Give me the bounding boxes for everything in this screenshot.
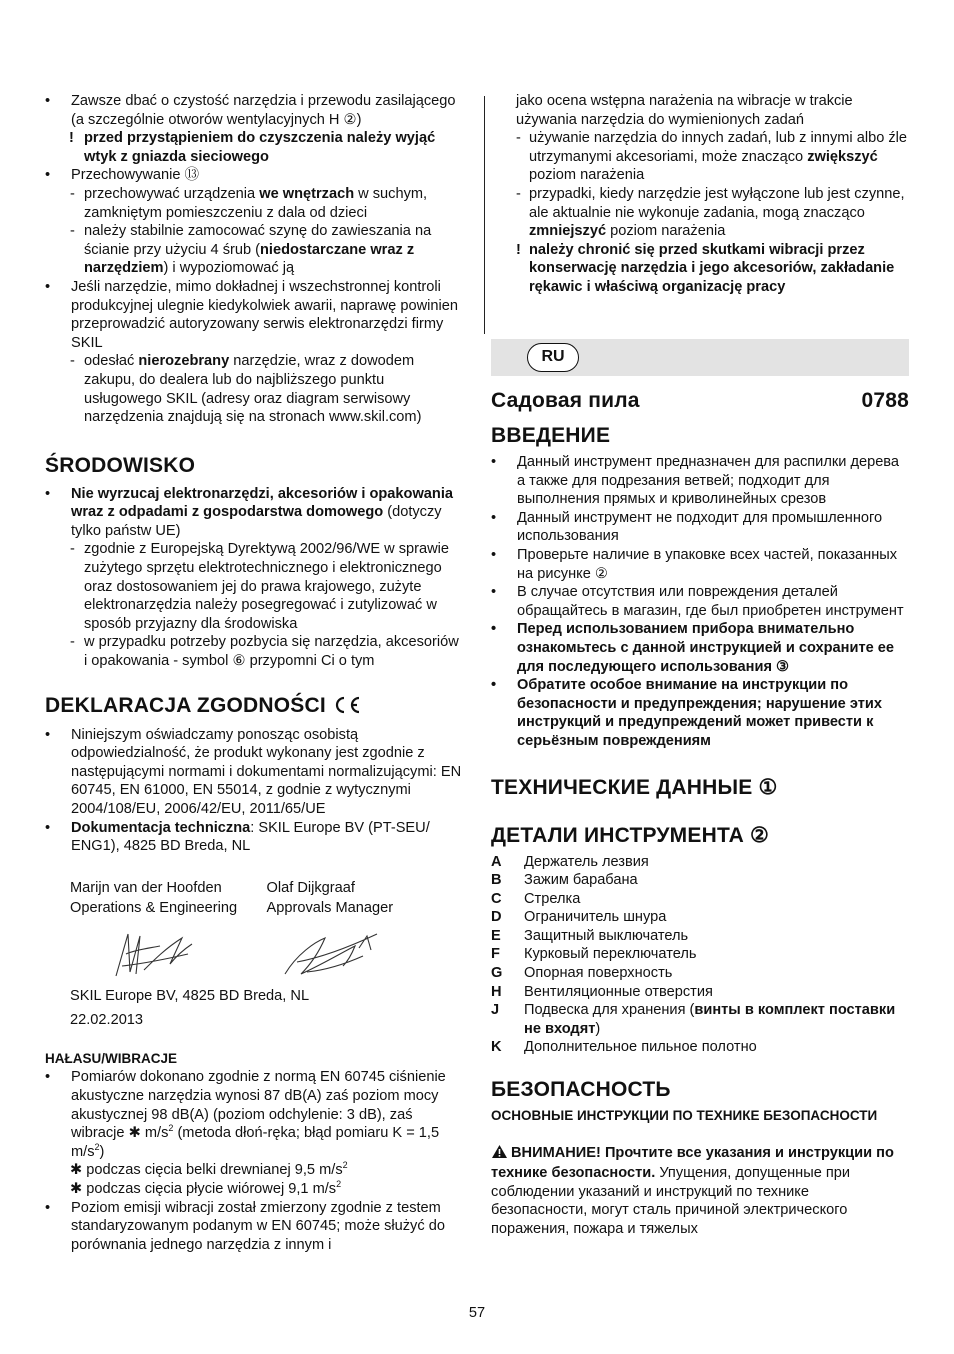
note-item: ! należy chronić się przed skutkami wibracji przez konserwację narzędzia i jego akcesoriów, zakładanie rękawic i właściwą organizację pracy — [516, 241, 895, 295]
noise-heading: HAŁASU/WIBRACJE — [45, 1050, 178, 1066]
ce-mark-icon — [332, 695, 362, 721]
signatures — [45, 924, 463, 984]
right-column-continuation: jako ocena wstępna narażenia na wibracje w trakcie używania narzędzia do wymienionych zadań - używanie narzędzia do innych zadań, lub z innymi albo źle utrzymanymi akcesoriami, może znacząco zwiększyć poziom narażenia - przypadki, kiedy narzędzie jest wyłączone lub jest czynne, ale aktualnie nie wykonuje zadania, mogą znacząco zmniejszyć poziom narażenia ! należy chronić się przed skutkami wibracji przez konserwację narzędzia i jego akcesoriów, zakładanie rękawic i właściwą organizację pracy — [491, 92, 909, 297]
list-item: • Jeśli narzędzie, mimo dokładnej i wszechstronnej kontroli produkcyjnej ulegnie kiedykolwiek awarii, naprawę powinien przeprowadzić autoryzowany serwis elektronarzędzi firmy SKIL — [45, 278, 458, 351]
note-item: ! przed przystąpieniem do czyszczenia należy wyjąć wtyk z gniazda sieciowego — [69, 130, 436, 165]
parts-list — [491, 853, 909, 1058]
signatory-1: Marijn van der Hoofden Operations & Engineering — [70, 879, 238, 916]
list-item: • В случае отсутствия или повреждения деталей обращайтесь в магазин, где был приобретен инструмент — [491, 584, 904, 619]
noise-value-1: ✱ podczas cięcia belki drewnianej 9,5 $m/s^2$ — [70, 1160, 348, 1179]
list-item: • Перед использованием прибора внимательно ознакомьтесь с данной инструкцией и сохраните ее для последующего использования ③ — [491, 621, 895, 675]
part-item: D Ограничитель шнура — [491, 909, 667, 926]
sub-item: - przypadki, kiedy narzędzie jest wyłączone lub jest czynne, ale aktualnie nie wykonuje zadania, mogą znacząco zmniejszyć poziom narażenia — [516, 185, 905, 240]
list-item: • Pomiarów dokonano zgodnie z normą EN 60745 ciśnienie akustyczne narzędzia wynosi 87 dB(A) zaś poziom mocy akustycznej 98 dB(A) (poziom odchylenie: 3 dB), zaś wibracje ✱ $m/s^2$ (metoda dłoń-ręka; błąd pomiaru K = 1,5 $m/s^2$) — [45, 1069, 446, 1160]
safety-warning: ВНИМАНИЕ! Прочтите все указания и инструкции по технике безопасности. Упущения, допущенные при соблюдении указаний и инструкций по технике безопасности, могут сталь причиной электрического поражения, пожара и тяжелых — [491, 1144, 894, 1237]
sub-item: - w przypadku potrzeby pozbycia się narzędzia, akcesoriów i opakowania - symbol ⑥ przypomni Ci o tym — [70, 634, 459, 670]
part-item: G Опорная поверхность — [491, 965, 673, 982]
list-item: • Zawsze dbać o czystość narzędzia i przewodu zasilającego (a szczególnie otworów wentylacyjnych H ②) — [45, 93, 456, 128]
intro-heading: ВВЕДЕНИЕ — [491, 424, 611, 447]
date: 22.02.2013 — [70, 1011, 144, 1028]
signatory-2: Olaf Dijkgraaf Approvals Manager — [266, 879, 394, 916]
warning-triangle-icon — [491, 1144, 508, 1165]
right-column — [491, 423, 909, 1239]
noise-value-2: ✱ podczas cięcia płycie wiórowej 9,1 $m/s^2$ — [70, 1179, 342, 1197]
language-band — [491, 339, 909, 376]
sub-item: - odesłać nierozebrany narzędzie, wraz z dowodem zakupu, do dealera lub do najbliższego punktu usługowego SKIL (adresy oraz diagram serwisowy narzędzenia znajdują się na stronach www.skil.com) — [70, 353, 422, 426]
list-item: • Проверьте наличие в упаковке всех частей, показанных на рисунке ② — [491, 546, 898, 582]
safety-subheading: ОСНОВНЫЕ ИНСТРУКЦИИ ПО ТЕХНИКЕ БЕЗОПАСНОСТИ — [491, 1108, 878, 1124]
company-address: SKIL Europe BV, 4825 BD Breda, NL — [70, 987, 310, 1004]
list-item: • Niniejszym oświadczamy ponosząc osobistą odpowiedzialność, że produkt wykonany jest zgodnie z następującymi normami i dokumentami normalizującymi: EN 60745, EN 61000, EN 55014, z godnie z wytycznymi 2004/108/EU, 2006/42/EU, 2011/65/UE — [45, 726, 462, 817]
list-item: • Przechowywanie ⑬ — [45, 167, 200, 184]
list-item: • Dokumentacja techniczna: SKIL Europe BV (PT-SEU/ ENG1), 4825 BD Breda, NL — [45, 819, 430, 855]
list-item: • Данный инструмент не подходит для промышленного использования — [491, 509, 883, 545]
sub-item: - należy stabilnie zamocować szynę do zawieszania na ścianie przy użyciu 4 śrub (niedostarczane wraz z narzędziem) i wypoziomować ją — [70, 223, 432, 277]
page-number: 57 — [468, 1305, 486, 1321]
part-item: C Стрелка — [491, 890, 581, 907]
sub-item: - zgodnie z Europejską Dyrektywą 2002/96/WE w sprawie zużytego sprzętu elektrotechnicznego i elektronicznego oraz dostosowaniem jej do prawa krajowego, zużyte elektronarzędzia należy posegregować i zutylizować w sposób przyjazny dla środowiska — [70, 541, 450, 632]
signature-1 — [70, 924, 267, 984]
list-item: • Nie wyrzucaj elektronarzędzi, akcesoriów i opakowania wraz z odpadami z gospodarstwa domowego (dotyczy tylko państw UE) — [45, 485, 454, 539]
part-item: J Подвеска для хранения (винты в комплект поставки не входят) — [491, 1002, 896, 1037]
sub-item: - przechowywać urządzenia we wnętrzach w suchym, zamkniętym pomieszczeniu z dala od dzieci — [70, 185, 428, 221]
tech-data-heading: ТЕХНИЧЕСКИЕ ДАННЫЕ ① — [491, 775, 778, 799]
parts-heading: ДЕТАЛИ ИНСТРУМЕНТА ② — [491, 823, 770, 847]
product-title-row — [491, 388, 909, 414]
part-item: K Дополнительное пильное полотно — [491, 1039, 757, 1056]
product-title: Садовая пила — [491, 389, 640, 412]
part-item: A Держатель лезвия — [491, 853, 649, 870]
declaration-heading: DEKLARACJA ZGODNOŚCI — [45, 693, 463, 721]
column-divider — [484, 96, 485, 334]
signatories — [45, 878, 463, 918]
part-item: E Защитный выключатель — [491, 927, 689, 944]
left-column — [45, 92, 463, 1254]
safety-heading: БЕЗОПАСНОСТЬ — [491, 1078, 671, 1102]
part-item: H Вентиляционные отверстия — [491, 983, 713, 1000]
part-item: F Курковый переключатель — [491, 946, 697, 963]
sub-item: - używanie narzędzia do innych zadań, lub z innymi albo źle utrzymanymi akcesoriami, może znacząco zwiększyć poziom narażenia — [516, 130, 908, 184]
list-item: • Данный инструмент предназначен для распилки дерева а также для подрезания ветвей; подходит для выполнения прямых и криволинейных срезов — [491, 454, 900, 508]
environment-heading: ŚRODOWISKO — [45, 453, 196, 477]
list-item: • Poziom emisji wibracji został zmierzony zgodnie z testem standaryzowanym podanym w EN 60745; może służyć do porównania jednego narzędzia z innym i — [45, 1199, 445, 1253]
list-item: • Обратите особое внимание на инструкции по безопасности и предупреждения; нарушение этих инструкций и предупреждений может привести к серьёзным повреждениям — [491, 677, 882, 749]
part-item: B Зажим барабана — [491, 872, 638, 889]
product-number: 0788 — [861, 389, 909, 412]
signature-2 — [267, 924, 464, 984]
language-badge: RU — [527, 343, 579, 372]
